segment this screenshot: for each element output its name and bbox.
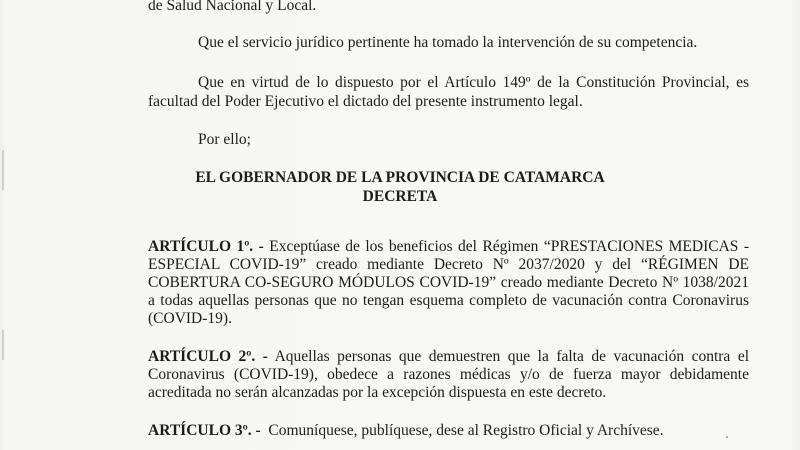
article-1-line1 <box>148 238 749 256</box>
por-ello-text: Por ello; <box>198 131 251 148</box>
article-3-line1 <box>148 422 664 440</box>
article-2-line1 <box>148 348 749 366</box>
article-2-line3: acreditada no serán alcanzadas por la excepción dispuesta en este decreto. <box>148 384 607 401</box>
heading-decreta: DECRETA <box>362 188 438 205</box>
paragraph-juridico: Que el servicio jurídico pertinente ha tomado la intervención de su competencia. <box>198 34 698 51</box>
article-1-line3: COBERTURA CO-SEGURO MÓDULOS COVID-19” creado mediante Decreto Nº 1038/2021 <box>148 274 749 291</box>
heading-governor: EL GOBERNADOR DE LA PROVINCIA DE CATAMARCA <box>195 169 605 186</box>
scan-edge-mark <box>2 330 4 360</box>
article-1-line4: a todas aquellas personas que no tengan esquema completo de vacunación contra Coronavirus <box>148 292 749 309</box>
article-1-line2: ESPECIAL COVID-19” creado mediante Decreto Nº 2037/2020 y del “RÉGIMEN DE <box>148 256 749 273</box>
article-3-text: Comuníquese, publíquese, dese al Registro Oficial y Archívese. <box>268 422 664 439</box>
paragraph-articulo-149-line1: Que en virtud de lo dispuesto por el Artículo 149º de la Constitución Provincial, es <box>198 74 749 91</box>
article-2-text: Aquellas personas que demuestren que la falta de vacunación contra el <box>274 348 750 365</box>
article-1-label: ARTÍCULO 1º. - <box>148 238 264 255</box>
article-1-text: Exceptúase de los beneficios del Régimen “PRESTACIONES MEDICAS - <box>269 238 749 255</box>
paragraph-articulo-149-line2: facultad del Poder Ejecutivo el dictado del presente instrumento legal. <box>148 93 583 110</box>
article-3-label: ARTÍCULO 3º. - <box>148 422 261 439</box>
intro-tail-text: de Salud Nacional y Local. <box>148 0 317 14</box>
article-1-line5: (COVID-19). <box>148 310 232 327</box>
scan-speck <box>726 436 728 438</box>
article-2-line2: Coronavirus (COVID-19), obedece a razones médicas y/o de fuerza mayor debidamente <box>148 366 749 383</box>
article-2-label: ARTÍCULO 2º. - <box>148 348 268 365</box>
